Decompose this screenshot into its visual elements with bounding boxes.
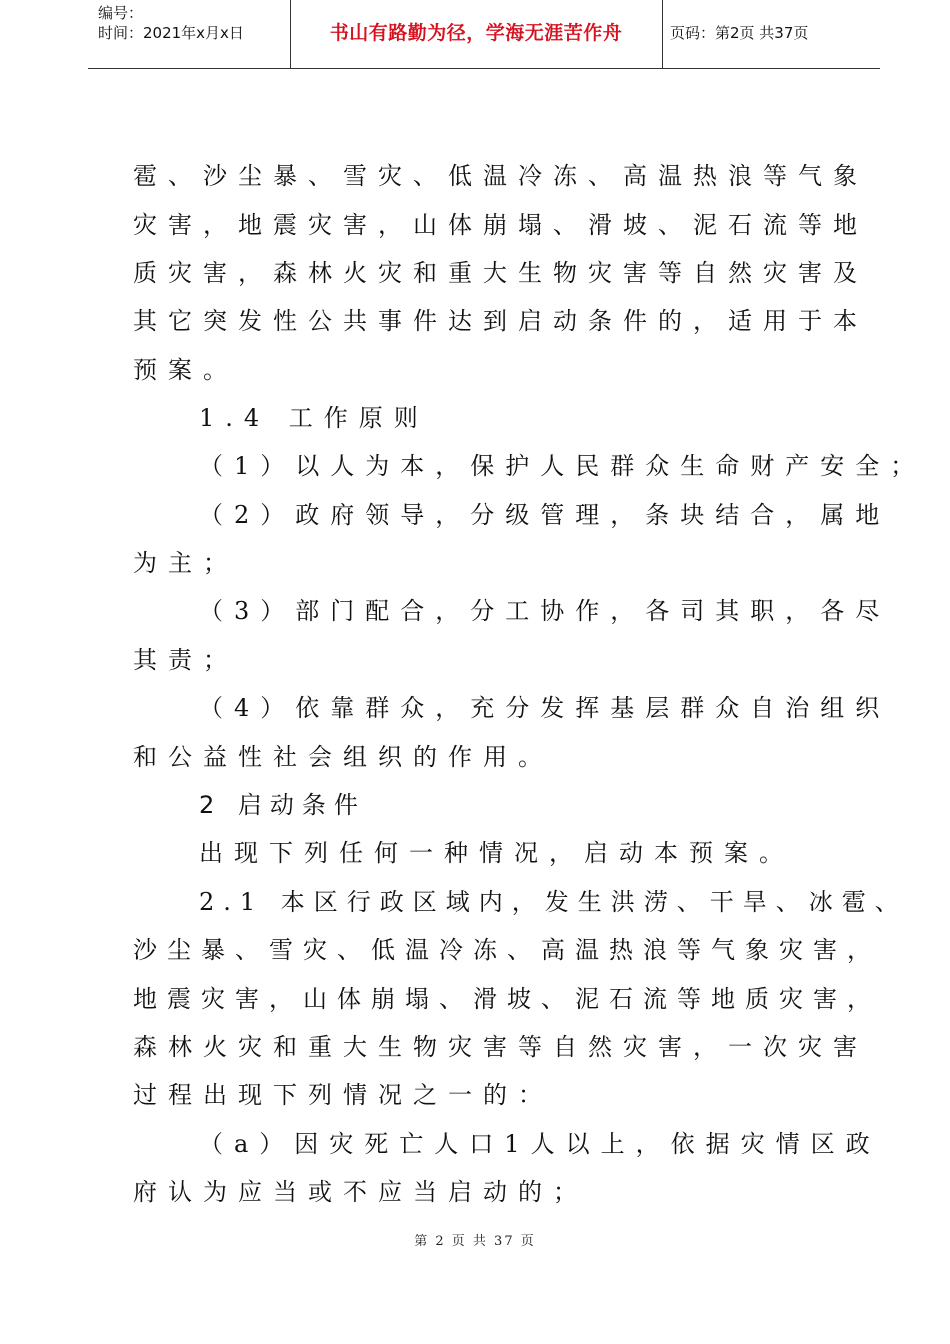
body-line: 森林火灾和重大生物灾害等自然灾害，一次灾害	[133, 1033, 868, 1061]
body-line: （a）因灾死亡人口1人以上，依据灾情区政	[199, 1130, 881, 1158]
document-time-label: 时间：2021年x月x日	[98, 24, 244, 42]
body-line: 灾害，地震灾害，山体崩塌、滑坡、泥石流等地	[133, 211, 868, 239]
body-line: 预案。	[133, 356, 238, 384]
section-heading: 1.4 工作原则	[199, 404, 429, 432]
body-line: 地震灾害，山体崩塌、滑坡、泥石流等地质灾害，	[133, 985, 881, 1013]
body-line: 其责；	[133, 646, 238, 674]
body-line: 其它突发性公共事件达到启动条件的，适用于本	[133, 307, 868, 335]
body-line: 出现下列任何一种情况，启动本预案。	[199, 839, 794, 867]
header-meta	[98, 0, 288, 68]
body-line: 府认为应当或不应当启动的；	[133, 1178, 588, 1206]
body-line: （3）部门配合，分工协作，各司其职，各尽	[199, 597, 891, 625]
body-line: （1）以人为本，保护人民群众生命财产安全；	[199, 452, 926, 480]
body-line: 雹、沙尘暴、雪灾、低温冷冻、高温热浪等气象	[133, 162, 868, 190]
body-line: 过程出现下列情况之一的：	[133, 1081, 553, 1109]
body-line: 和公益性社会组织的作用。	[133, 743, 553, 771]
header-divider	[662, 0, 663, 68]
section-heading: 2 启动条件	[199, 791, 366, 819]
document-number-label: 编号：	[98, 4, 144, 22]
body-line: 质灾害，森林火灾和重大生物灾害等自然灾害及	[133, 259, 868, 287]
header-page-number: 页码：第2页 共37页	[670, 24, 809, 42]
header-motto: 书山有路勤为径，学海无涯苦作舟	[329, 22, 623, 44]
body-line: 2.1 本区行政区域内，发生洪涝、干旱、冰雹、	[199, 888, 908, 916]
body-line: 为主；	[133, 549, 238, 577]
body-line: 沙尘暴、雪灾、低温冷冻、高温热浪等气象灾害，	[133, 936, 881, 964]
page-footer: 第 2 页 共 37 页	[414, 1234, 536, 1249]
body-line: （2）政府领导，分级管理，条块结合，属地	[199, 501, 891, 529]
page-header	[88, 0, 880, 69]
body-line: （4）依靠群众，充分发挥基层群众自治组织	[199, 694, 891, 722]
